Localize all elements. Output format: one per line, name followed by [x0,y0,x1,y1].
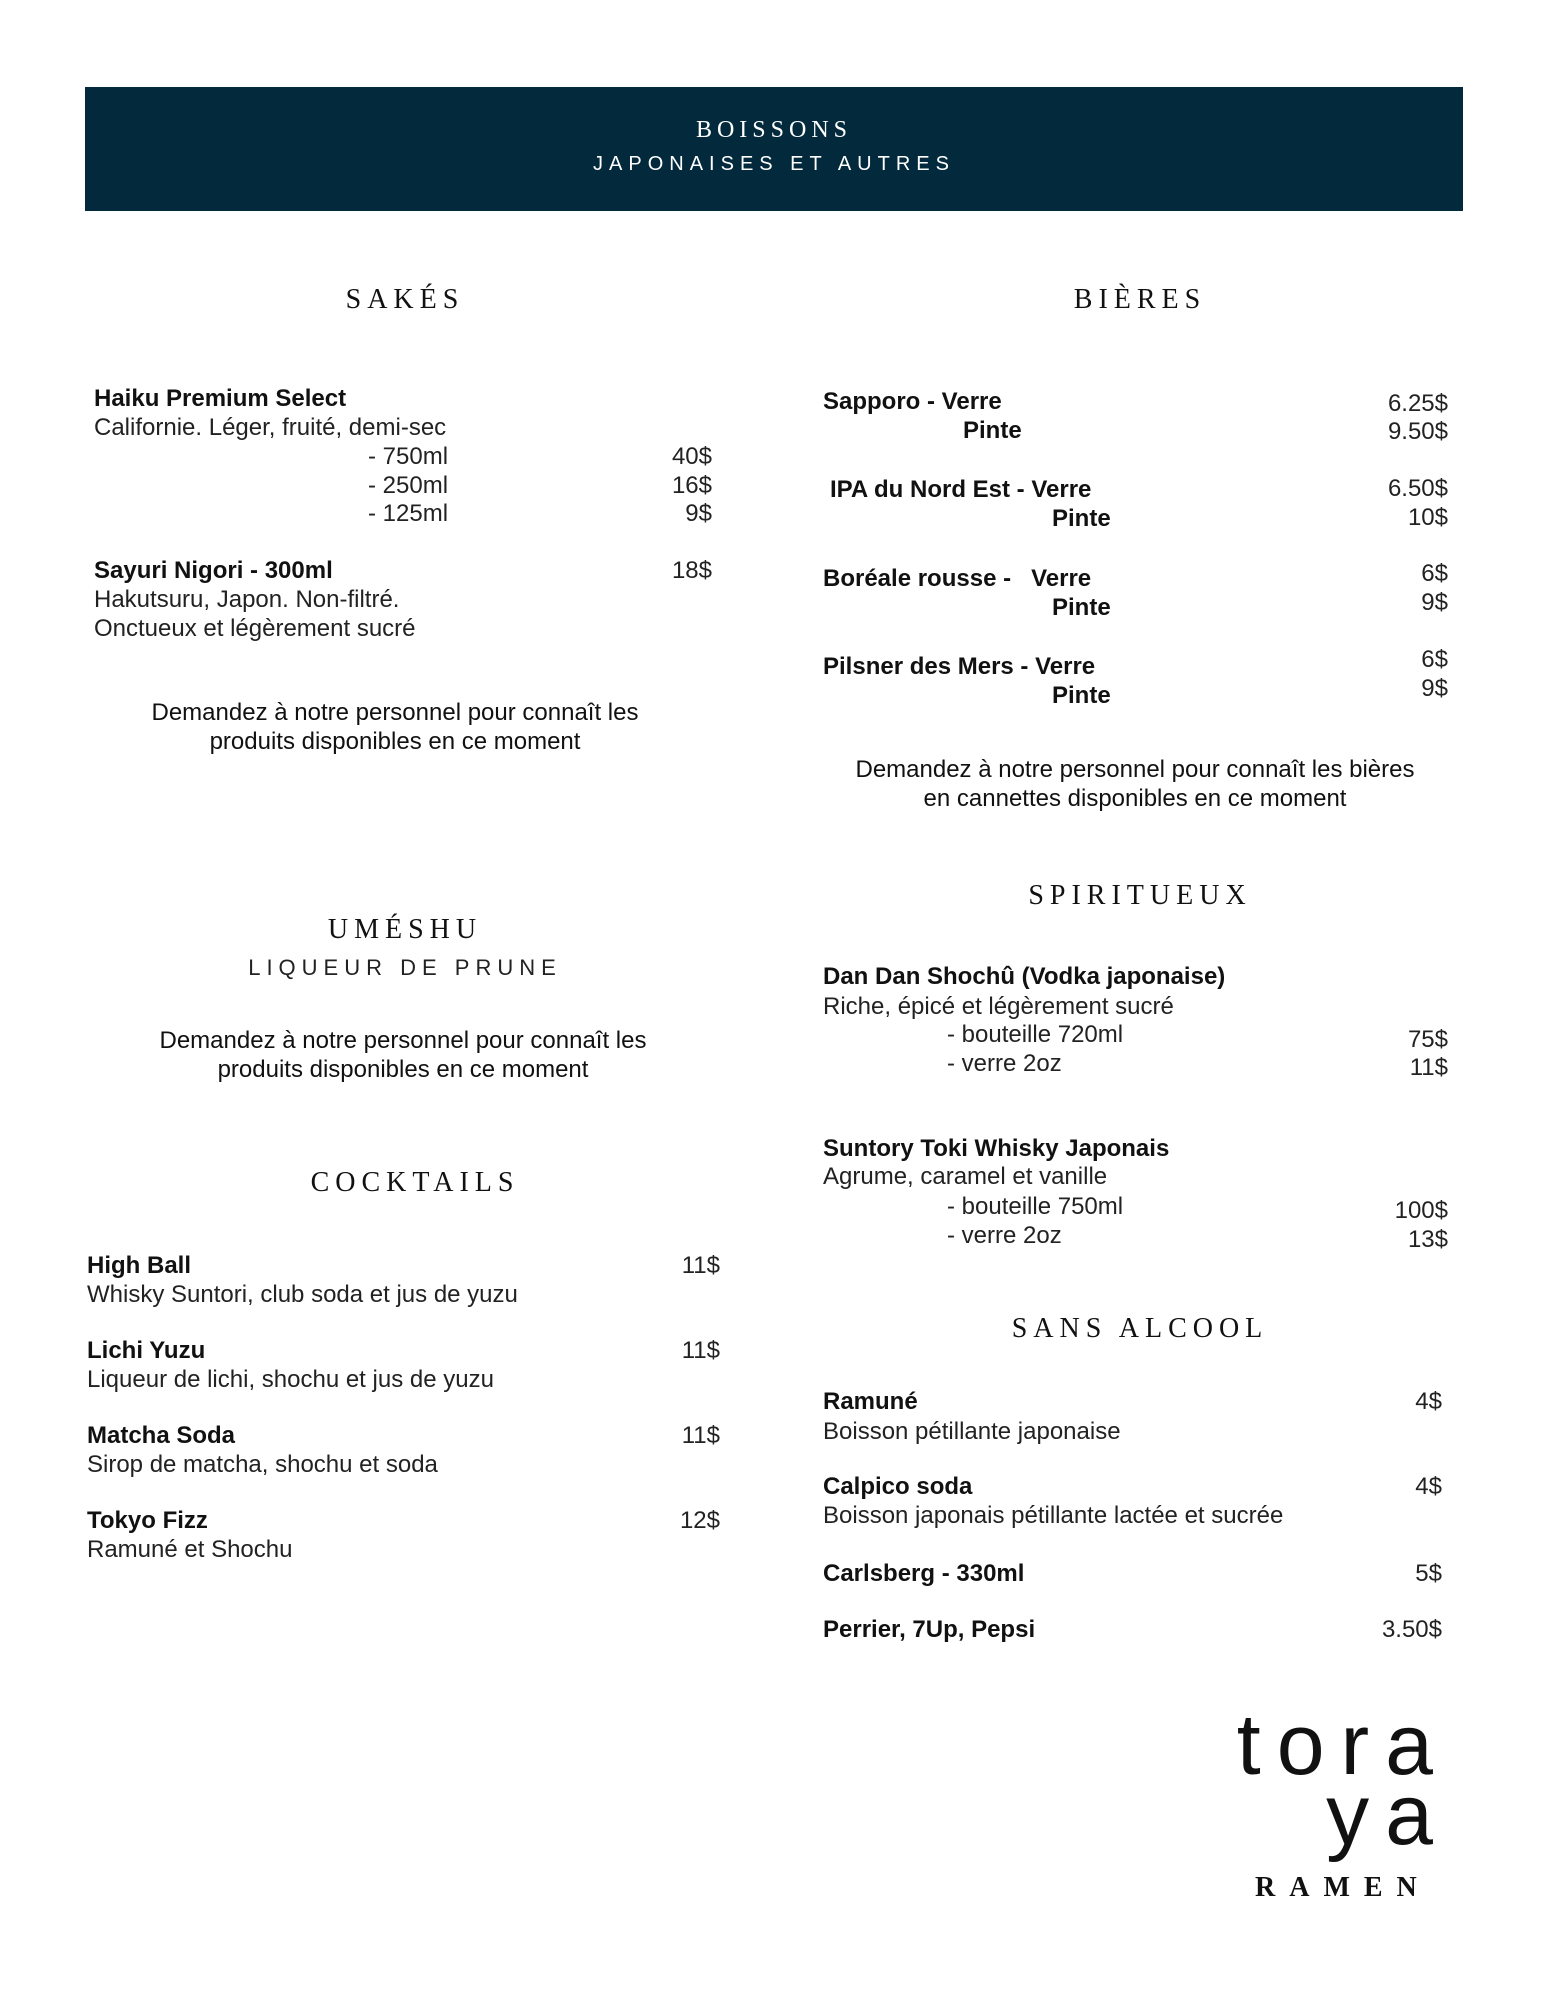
beer-price-verre: 6$ [1421,560,1448,587]
sake-haiku-price-2: 16$ [671,472,712,499]
soft-drink-price: 3.50$ [1381,1616,1442,1643]
beer-pinte-label: Pinte [1052,594,1111,621]
beer-price-verre: 6$ [1421,646,1448,673]
umeshu-note: Demandez à notre personnel pour connaît les produits disponibles en ce moment [159,1027,647,1083]
beer-price-pinte: 9.50$ [1387,418,1448,445]
beer-pinte-label: Pinte [1052,505,1111,532]
cocktail-price: 12$ [679,1507,720,1534]
beer-price-pinte: 9$ [1421,675,1448,702]
soft-drink-name: Ramuné [823,1388,918,1415]
beer-price-pinte: 10$ [1407,504,1448,531]
logo-line-2: ya [1326,1767,1449,1863]
sake-haiku-desc: Californie. Léger, fruité, demi-sec [94,414,447,441]
sake-haiku-size-3: - 125ml [368,500,449,527]
section-title-bieres: BIÈRES [1073,284,1207,315]
spirit-size: - verre 2oz [947,1050,1062,1077]
cocktail-name: Matcha Soda [87,1422,236,1449]
sake-haiku-name: Haiku Premium Select [94,385,347,412]
page-title: BOISSONS [695,117,853,143]
sake-haiku-size-2: - 250ml [368,472,449,499]
beer-price-verre: 6.50$ [1387,475,1448,502]
soft-drink-price: 5$ [1415,1560,1442,1587]
soft-drink-price: 4$ [1415,1388,1442,1415]
cocktail-desc: Liqueur de lichi, shochu et jus de yuzu [87,1366,494,1393]
cocktail-price: 11$ [681,1422,720,1449]
cocktail-desc: Whisky Suntori, club soda et jus de yuzu [87,1281,518,1308]
bieres-note: Demandez à notre personnel pour connaît les bières en cannettes disponibles en ce moment [855,756,1415,812]
beer-price-verre: 6.25$ [1387,390,1448,417]
page-subtitle: JAPONAISES ET AUTRES [593,153,955,175]
beer-name: IPA du Nord Est - Verre [830,476,1092,503]
cocktail-name: Lichi Yuzu [87,1337,206,1364]
spirit-size: - verre 2oz [947,1222,1062,1249]
soft-drink-desc: Boisson pétillante japonaise [823,1418,1121,1445]
spirit-size: - bouteille 750ml [947,1193,1124,1220]
soft-drink-desc: Boisson japonais pétillante lactée et sucrée [823,1502,1284,1529]
sake-sayuri-desc-1: Hakutsuru, Japon. Non-filtré. [94,586,400,613]
cocktail-price: 11$ [681,1252,720,1279]
sakes-note: Demandez à notre personnel pour connaît les produits disponibles en ce moment [151,699,639,755]
spirit-size: - bouteille 720ml [947,1021,1124,1048]
sake-sayuri-price: 18$ [671,557,712,584]
cocktail-name: High Ball [87,1252,192,1279]
beer-name: Boréale rousse - Verre [823,565,1092,592]
beer-name: Pilsner des Mers - Verre [823,653,1096,680]
sake-haiku-price-1: 40$ [671,443,712,470]
spirit-name: Suntory Toki Whisky Japonais [823,1135,1170,1162]
spirit-price: 11$ [1409,1054,1448,1081]
umeshu-subtitle: LIQUEUR DE PRUNE [248,955,562,980]
spirit-name: Dan Dan Shochû (Vodka japonaise) [823,963,1226,990]
soft-drink-name: Perrier, 7Up, Pepsi [823,1616,1036,1643]
beer-name: Sapporo - Verre [823,388,1002,415]
soft-drink-name: Calpico soda [823,1473,973,1500]
sake-sayuri-name: Sayuri Nigori - 300ml [94,557,333,584]
beer-pinte-label: Pinte [1052,682,1111,709]
cocktail-price: 11$ [681,1337,720,1364]
spirit-desc: Agrume, caramel et vanille [823,1163,1108,1190]
sake-sayuri-desc-2: Onctueux et légèrement sucré [94,615,416,642]
spirit-price: 13$ [1407,1226,1448,1253]
section-title-umeshu: UMÉSHU [327,914,483,945]
header-banner [85,87,1463,211]
sake-haiku-size-1: - 750ml [368,443,449,470]
logo-line-1: tora [1236,1697,1449,1793]
cocktail-desc: Sirop de matcha, shochu et soda [87,1451,438,1478]
sake-haiku-price-3: 9$ [685,500,712,527]
section-title-spiritueux: SPIRITUEUX [1028,880,1252,911]
soft-drink-name: Carlsberg - 330ml [823,1560,1025,1587]
beer-pinte-label: Pinte [963,417,1022,444]
cocktail-desc: Ramuné et Shochu [87,1536,293,1563]
spirit-price: 100$ [1394,1197,1448,1224]
section-title-sans-alcool: SANS ALCOOL [1011,1313,1269,1344]
soft-drink-price: 4$ [1415,1473,1442,1500]
spirit-price: 75$ [1407,1026,1448,1053]
cocktail-name: Tokyo Fizz [87,1507,208,1534]
section-title-cocktails: COCKTAILS [310,1167,520,1198]
spirit-desc: Riche, épicé et légèrement sucré [823,993,1174,1020]
section-title-sakes: SAKÉS [345,284,465,315]
beer-price-pinte: 9$ [1421,589,1448,616]
logo-subtitle: RAMEN [1255,1872,1431,1903]
